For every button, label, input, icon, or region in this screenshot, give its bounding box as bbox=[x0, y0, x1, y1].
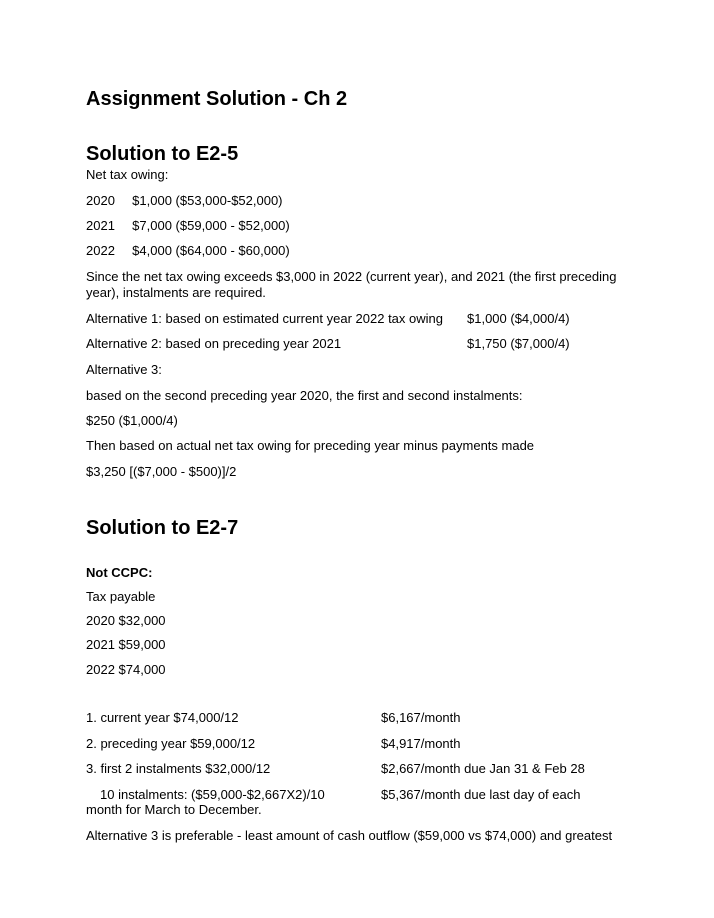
since-paragraph: Since the net tax owing exceeds $3,000 in 2022 (current year), and 2021 (the first preceding year), instalments are required. bbox=[86, 269, 617, 300]
option-value: $2,667/month due Jan 31 & Feb 28 bbox=[381, 761, 585, 776]
instalments-label: 10 instalments: ($59,000-$2,667X2)/10 bbox=[100, 787, 325, 802]
alternative-3-then: Then based on actual net tax owing for preceding year minus payments made bbox=[86, 438, 535, 453]
tax-row-year: 2020 bbox=[86, 193, 115, 208]
tax-payable-year: 2021 $59,000 bbox=[86, 637, 166, 652]
net-tax-label: Net tax owing: bbox=[86, 167, 169, 182]
alternative-3-label: Alternative 3: bbox=[86, 362, 162, 377]
tax-payable-year: 2020 $32,000 bbox=[86, 613, 166, 628]
tax-payable-year: 2022 $74,000 bbox=[86, 662, 166, 677]
section-heading-e2-7: Solution to E2-7 bbox=[86, 517, 239, 539]
tax-payable-label: Tax payable bbox=[86, 589, 156, 604]
alternative-3-value-1: $250 ($1,000/4) bbox=[86, 413, 178, 428]
section-heading-e2-5: Solution to E2-5 bbox=[86, 143, 239, 165]
tax-row-year: 2021 bbox=[86, 218, 115, 233]
option-label: 2. preceding year $59,000/12 bbox=[86, 736, 256, 751]
alternative-2-label: Alternative 2: based on preceding year 2021 bbox=[86, 336, 342, 351]
alternative-2-value: $1,750 ($7,000/4) bbox=[467, 336, 570, 351]
instalments-value: $5,367/month due last day of each bbox=[381, 787, 581, 802]
option-value: $4,917/month bbox=[381, 736, 461, 751]
alternative-1-label: Alternative 1: based on estimated current year 2022 tax owing bbox=[86, 311, 443, 326]
alternative-3-value-2: $3,250 [($7,000 - $500)]/2 bbox=[86, 464, 237, 479]
option-label: 1. current year $74,000/12 bbox=[86, 710, 239, 725]
alternative-1-value: $1,000 ($4,000/4) bbox=[467, 311, 570, 326]
alternative-3-second-preceding: based on the second preceding year 2020, the first and second instalments: bbox=[86, 388, 523, 403]
tax-row bbox=[86, 243, 290, 259]
tax-row bbox=[86, 218, 290, 234]
tax-row-text: $4,000 ($64,000 - $60,000) bbox=[132, 243, 290, 258]
document-title: Assignment Solution - Ch 2 bbox=[86, 88, 348, 110]
tax-row-year: 2022 bbox=[86, 243, 115, 258]
option-value: $6,167/month bbox=[381, 710, 461, 725]
instalments-continuation: month for March to December. bbox=[86, 802, 262, 817]
option-label: 3. first 2 instalments $32,000/12 bbox=[86, 761, 271, 776]
conclusion-paragraph: Alternative 3 is preferable - least amount of cash outflow ($59,000 vs $74,000) and greatest bbox=[86, 828, 613, 843]
tax-row-text: $1,000 ($53,000-$52,000) bbox=[132, 193, 283, 208]
tax-row bbox=[86, 193, 283, 209]
not-ccpc-label: Not CCPC: bbox=[86, 565, 153, 580]
tax-row-text: $7,000 ($59,000 - $52,000) bbox=[132, 218, 290, 233]
